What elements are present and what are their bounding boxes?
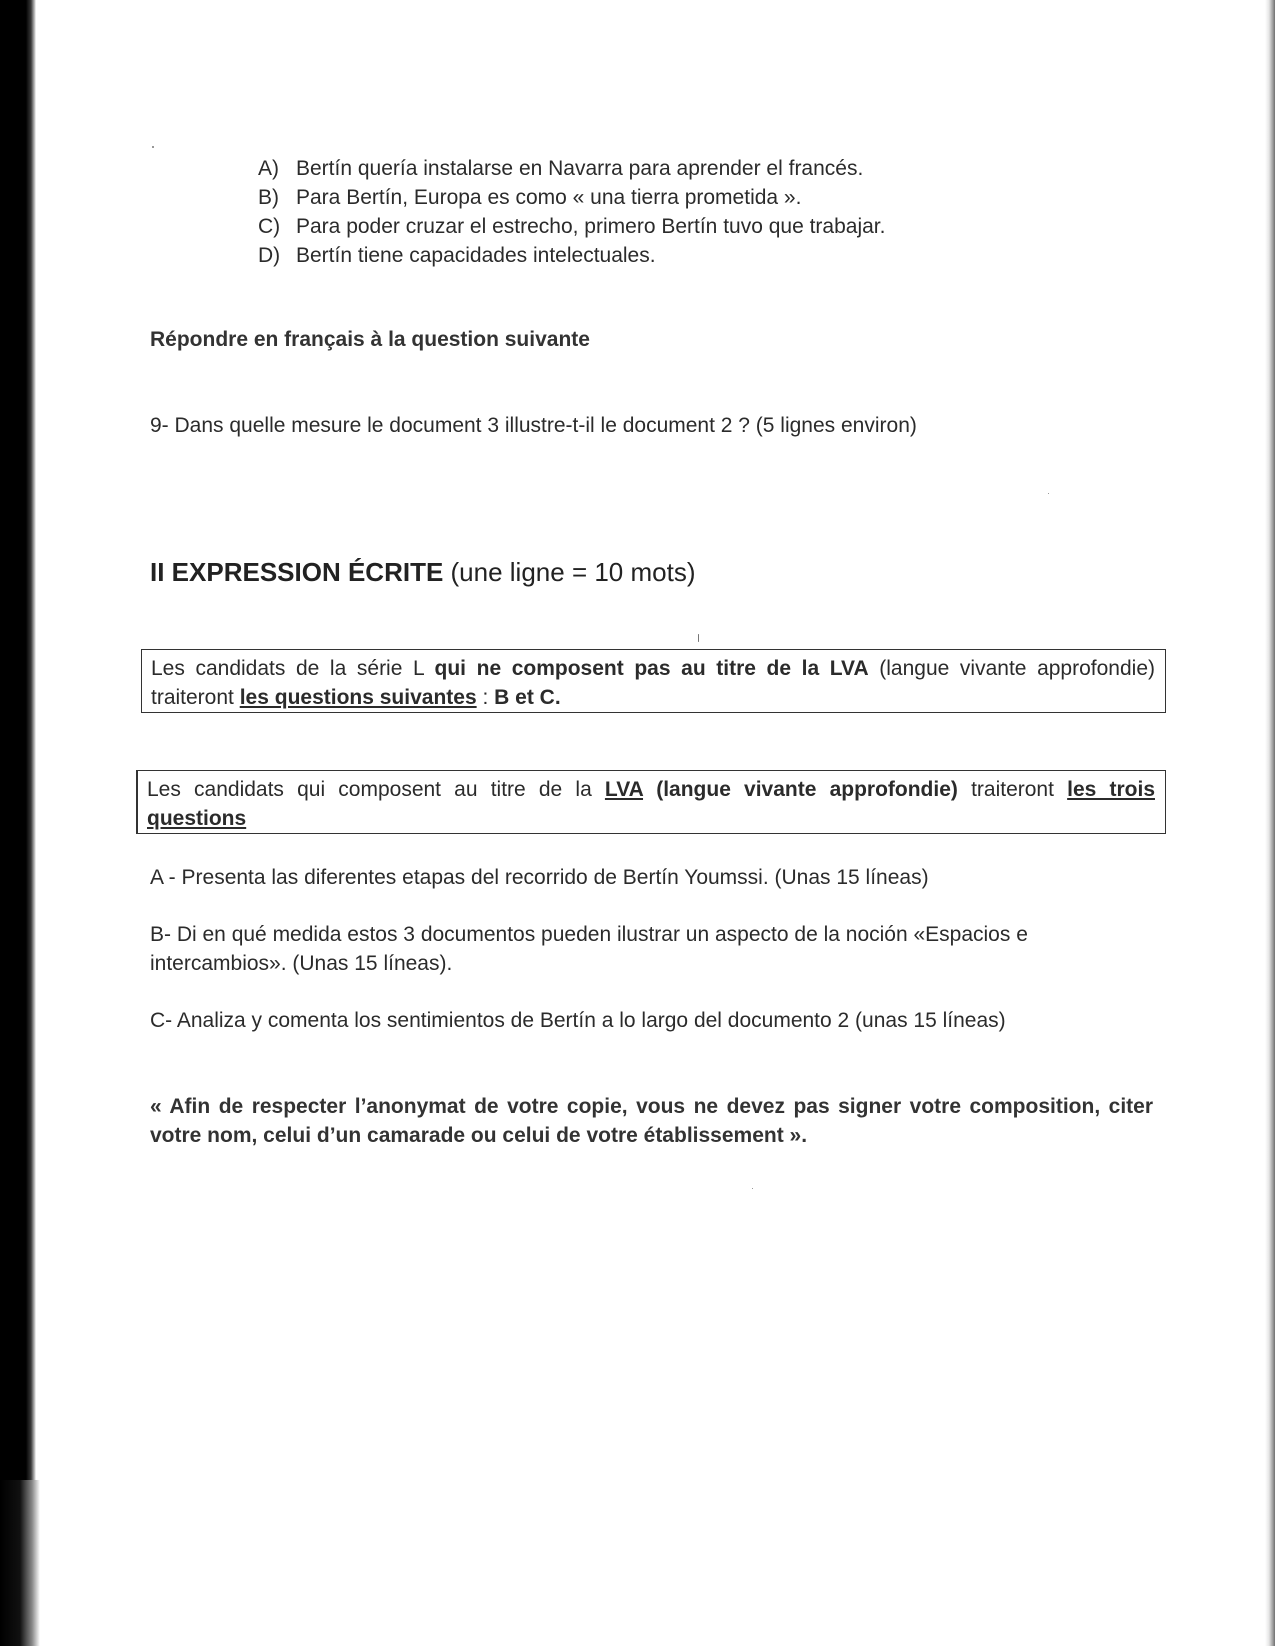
box2-text-3: (langue vivante approfondie): [643, 778, 958, 801]
anonymity-notice: « Afin de respecter l’anonymat de votre copie, vous ne devez pas signer votre composition, citer votre nom, celui d’un camarade ou celui de votre établissement ».: [150, 1095, 1153, 1147]
question-b: B- Di en qué medida estos 3 documentos pueden ilustrar un aspecto de la noción «Espacios e intercambios». (Unas 15 líneas).: [150, 923, 1028, 975]
box2-text-4: traiteront: [957, 778, 1068, 801]
scan-speck: [698, 634, 699, 642]
box1-text-6: B et C.: [494, 686, 561, 709]
scan-speck: [152, 146, 154, 148]
section-title-rest: (une ligne = 10 mots): [443, 557, 696, 587]
question-9: 9- Dans quelle mesure le document 3 illustre-t-il le document 2 ? (5 lignes environ): [150, 414, 917, 437]
instruction-box-series-l: [141, 649, 1166, 713]
box2-text-2: LVA: [604, 778, 644, 801]
french-question-heading: Répondre en français à la question suivante: [150, 328, 590, 351]
question-c: C- Analiza y comenta los sentimientos de Bertín a lo largo del documento 2 (unas 15 líneas): [150, 1009, 1006, 1032]
option-item: [258, 241, 885, 270]
section-title-bold: II EXPRESSION ÉCRITE: [150, 557, 444, 587]
option-letter: A): [258, 157, 279, 180]
scan-speck: [1048, 493, 1049, 494]
option-item: [258, 183, 885, 212]
box1-text-4: les questions suivantes: [239, 686, 477, 709]
option-text: Para poder cruzar el estrecho, primero Bertín tuvo que trabajar.: [296, 215, 886, 238]
box1-text-5: :: [476, 686, 495, 709]
question-a: A - Presenta las diferentes etapas del recorrido de Bertín Youmssi. (Unas 15 líneas): [150, 866, 929, 889]
box1-text-3: (langue vivante approfondie) traiteront: [151, 657, 1155, 709]
option-letter: B): [258, 186, 279, 209]
scan-speck: [752, 1188, 753, 1189]
box1-text-1: Les candidats de la série L: [151, 657, 435, 680]
instruction-box-lva: [136, 770, 1166, 834]
answer-options: [258, 154, 885, 270]
option-letter: D): [258, 244, 281, 267]
box2-text-5: les trois questions: [147, 778, 1155, 830]
option-item: [258, 212, 885, 241]
option-text: Bertín quería instalarse en Navarra para aprender el francés.: [296, 157, 864, 180]
option-text: Para Bertín, Europa es como « una tierra prometida ».: [296, 186, 802, 209]
option-item: [258, 154, 885, 183]
option-text: Bertín tiene capacidades intelectuales.: [296, 244, 656, 267]
option-letter: C): [258, 215, 281, 238]
box1-text-2: qui ne composent pas au titre de la LVA: [434, 657, 869, 680]
section-title: [150, 557, 696, 588]
box2-text-1: Les candidats qui composent au titre de la: [147, 778, 605, 801]
